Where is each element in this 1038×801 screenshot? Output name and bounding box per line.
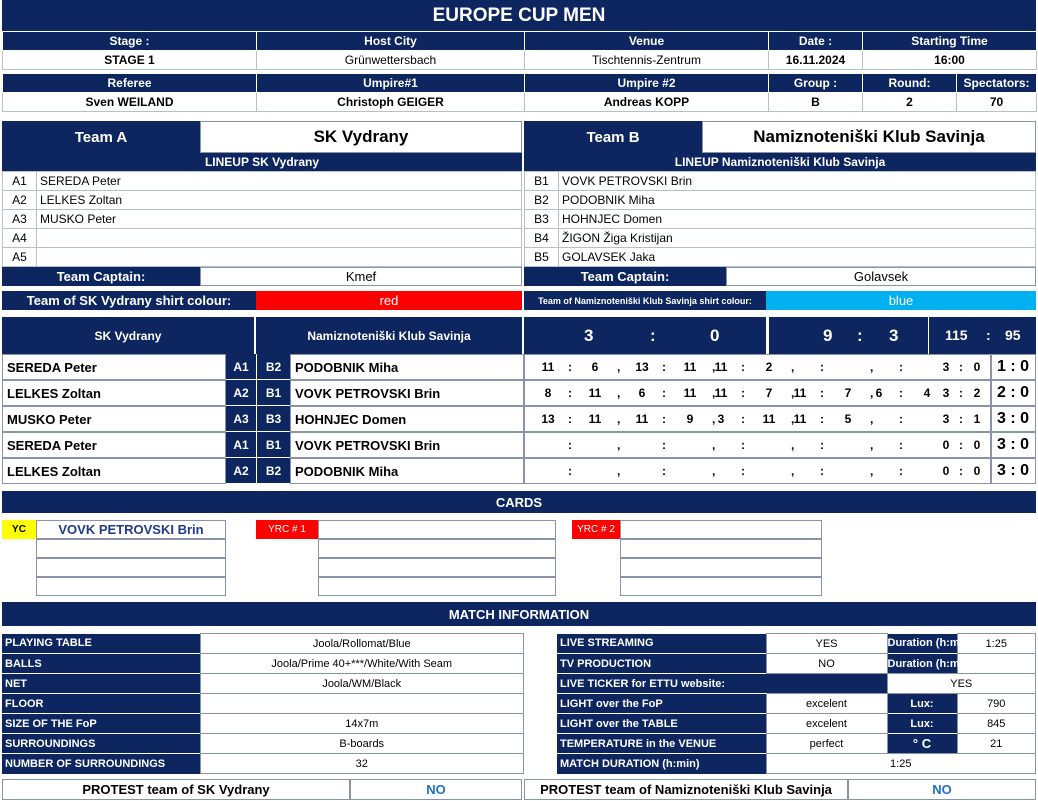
match-pos-b: B3 bbox=[256, 406, 290, 432]
lineup-player: HOHNJEC Domen bbox=[559, 210, 1036, 229]
light-fop-label: LIGHT over the FoP bbox=[557, 694, 766, 714]
set-separator: , bbox=[712, 438, 716, 452]
set-separator: , bbox=[617, 464, 621, 478]
games-sep: : bbox=[959, 438, 963, 452]
match-pos-a: A1 bbox=[226, 432, 256, 458]
info-label: NET bbox=[2, 674, 200, 694]
match-player-a: LELKES Zoltan bbox=[2, 380, 226, 406]
tv-production-value: NO bbox=[766, 654, 887, 674]
set-score-sep: : bbox=[899, 438, 903, 452]
set-score-b: 5 bbox=[844, 412, 852, 426]
set-score-a: 8 bbox=[544, 386, 552, 400]
host-city-label: Host City bbox=[257, 32, 525, 51]
card-entry bbox=[318, 520, 556, 539]
match-player-a: LELKES Zoltan bbox=[2, 458, 226, 484]
yc-label: YC bbox=[2, 520, 36, 539]
set-separator: , bbox=[712, 412, 716, 426]
set-score-b: 4 bbox=[923, 386, 931, 400]
set-separator: , bbox=[712, 360, 716, 374]
games-score-sep: : bbox=[857, 326, 863, 345]
info-label: FLOOR bbox=[2, 694, 200, 714]
match-duration-label: MATCH DURATION (h:min) bbox=[557, 754, 766, 774]
card-entry bbox=[318, 577, 556, 596]
match-score bbox=[524, 317, 766, 354]
set-score-sep: : bbox=[662, 360, 666, 374]
match-player-a: MUSKO Peter bbox=[2, 406, 226, 432]
referee-label: Referee bbox=[3, 74, 257, 93]
spectators-label: Spectators: bbox=[957, 74, 1037, 93]
set-score-a: 11 bbox=[793, 412, 807, 426]
starting-time-label: Starting Time bbox=[863, 32, 1037, 51]
lineup-player: GOLAVSEK Jaka bbox=[559, 248, 1036, 267]
match-player-b: VOVK PETROVSKI Brin bbox=[290, 380, 524, 406]
light-fop-value: excelent bbox=[766, 694, 887, 714]
round-label: Round: bbox=[863, 74, 957, 93]
games-b: 0 bbox=[973, 360, 981, 374]
set-score-sep: : bbox=[899, 464, 903, 478]
set-score-b: 9 bbox=[686, 412, 694, 426]
games-b: 2 bbox=[973, 386, 981, 400]
yrc1-list bbox=[318, 520, 556, 596]
set-score-sep: : bbox=[820, 438, 824, 452]
stage-value: STAGE 1 bbox=[3, 51, 257, 70]
set-scores-cell bbox=[524, 432, 992, 458]
umpire2-label: Umpire #2 bbox=[525, 74, 769, 93]
info-value: 32 bbox=[200, 754, 524, 774]
lineup-pos: B2 bbox=[525, 191, 559, 210]
venue-label: Venue bbox=[525, 32, 769, 51]
info-label: SIZE OF THE FoP bbox=[2, 714, 200, 734]
set-score-sep: : bbox=[568, 412, 572, 426]
equipment-table bbox=[2, 633, 524, 774]
team-b-captain: Golavsek bbox=[726, 267, 1036, 286]
round-value: 2 bbox=[863, 93, 957, 112]
page-title: EUROPE CUP MEN bbox=[2, 0, 1036, 31]
games-sep: : bbox=[959, 412, 963, 426]
officials-table bbox=[2, 73, 1037, 112]
match-player-b: PODOBNIK Miha bbox=[290, 458, 524, 484]
games-sep: : bbox=[959, 360, 963, 374]
umpire1-value: Christoph GEIGER bbox=[257, 93, 525, 112]
yrc2-label: YRC # 2 bbox=[572, 520, 620, 539]
light-table-unit: Lux: bbox=[887, 714, 957, 734]
set-score-sep: : bbox=[568, 464, 572, 478]
info-value bbox=[200, 694, 524, 714]
group-value: B bbox=[769, 93, 863, 112]
streaming-duration-label: Duration (h:min) bbox=[887, 634, 957, 654]
games-sep: : bbox=[959, 464, 963, 478]
light-fop-unit: Lux: bbox=[887, 694, 957, 714]
match-score-a: 3 bbox=[584, 326, 594, 345]
games-a: 3 bbox=[942, 386, 950, 400]
team-a-label: Team A bbox=[2, 121, 200, 153]
set-separator: , bbox=[870, 438, 874, 452]
match-player-b: PODOBNIK Miha bbox=[290, 354, 524, 380]
set-score-a: 11 bbox=[714, 386, 728, 400]
light-table-value: excelent bbox=[766, 714, 887, 734]
yrc1-label: YRC # 1 bbox=[256, 520, 318, 539]
tv-duration-label: Duration (h:min) bbox=[887, 654, 957, 674]
venue-value: Tischtennis-Zentrum bbox=[525, 51, 769, 70]
starting-time-value: 16:00 bbox=[863, 51, 1037, 70]
set-score-b: 6 bbox=[591, 360, 599, 374]
light-table-amount: 845 bbox=[957, 714, 1036, 734]
games-score-b: 3 bbox=[889, 326, 899, 345]
team-a-shirt-colour: red bbox=[256, 291, 522, 310]
set-separator: , bbox=[712, 386, 716, 400]
card-entry bbox=[36, 539, 226, 558]
live-streaming-value: YES bbox=[766, 634, 887, 654]
set-score-b: 11 bbox=[588, 386, 602, 400]
set-score-a: 13 bbox=[635, 360, 649, 374]
set-score-sep: : bbox=[820, 412, 824, 426]
match-total: 2 : 0 bbox=[990, 380, 1036, 406]
team-a-captain-label: Team Captain: bbox=[2, 267, 200, 286]
match-total: 1 : 0 bbox=[990, 354, 1036, 380]
live-ticker-value: YES bbox=[887, 674, 1036, 694]
host-city-value: Grünwettersbach bbox=[257, 51, 525, 70]
set-score-sep: : bbox=[741, 464, 745, 478]
games-a: 3 bbox=[942, 360, 950, 374]
team-a-lineup bbox=[2, 171, 522, 267]
set-score-sep: : bbox=[899, 360, 903, 374]
match-player-a: SEREDA Peter bbox=[2, 432, 226, 458]
match-player-b: HOHNJEC Domen bbox=[290, 406, 524, 432]
match-total: 3 : 0 bbox=[990, 406, 1036, 432]
lineup-player: VOVK PETROVSKI Brin bbox=[559, 172, 1036, 191]
team-b-label: Team B bbox=[524, 121, 702, 153]
set-score-sep: : bbox=[568, 386, 572, 400]
set-score-a: 6 bbox=[638, 386, 646, 400]
match-total: 3 : 0 bbox=[990, 432, 1036, 458]
lineup-player bbox=[37, 248, 522, 267]
info-value: B-boards bbox=[200, 734, 524, 754]
lineup-player: LELKES Zoltan bbox=[37, 191, 522, 210]
set-separator: , bbox=[617, 412, 621, 426]
broadcast-conditions-table bbox=[557, 633, 1036, 774]
set-score-sep: : bbox=[568, 438, 572, 452]
set-separator: , bbox=[617, 438, 621, 452]
info-label: PLAYING TABLE bbox=[2, 634, 200, 654]
card-entry bbox=[36, 577, 226, 596]
group-label: Group : bbox=[769, 74, 863, 93]
lineup-player bbox=[37, 229, 522, 248]
set-separator: , bbox=[791, 412, 795, 426]
set-score-sep: : bbox=[662, 412, 666, 426]
light-fop-amount: 790 bbox=[957, 694, 1036, 714]
info-value: 14x7m bbox=[200, 714, 524, 734]
lineup-pos: B5 bbox=[525, 248, 559, 267]
set-separator: , bbox=[870, 360, 874, 374]
card-entry bbox=[318, 539, 556, 558]
info-value: Joola/Prime 40+***/White/With Seam bbox=[200, 654, 524, 674]
team-b-lineup-title: LINEUP Namiznoteniški Klub Savinja bbox=[524, 153, 1036, 171]
points-score-sep: : bbox=[986, 327, 991, 343]
set-score-b: 11 bbox=[588, 412, 602, 426]
set-score-a: 11 bbox=[793, 386, 807, 400]
match-score-sep: : bbox=[650, 326, 656, 345]
info-value: Joola/WM/Black bbox=[200, 674, 524, 694]
temperature-label: TEMPERATURE in the VENUE bbox=[557, 734, 766, 754]
stage-label: Stage : bbox=[3, 32, 257, 51]
set-score-a: 11 bbox=[541, 360, 555, 374]
set-separator: , bbox=[870, 464, 874, 478]
set-separator: , bbox=[870, 386, 874, 400]
card-entry bbox=[620, 558, 822, 577]
set-score-b: 11 bbox=[762, 412, 776, 426]
card-entry bbox=[36, 558, 226, 577]
event-info-table bbox=[2, 31, 1037, 70]
lineup-pos: B3 bbox=[525, 210, 559, 229]
match-pos-a: A3 bbox=[226, 406, 256, 432]
match-player-b: VOVK PETROVSKI Brin bbox=[290, 432, 524, 458]
info-label: NUMBER OF SURROUNDINGS bbox=[2, 754, 200, 774]
games-a: 0 bbox=[942, 464, 950, 478]
team-a-lineup-title: LINEUP SK Vydrany bbox=[2, 153, 522, 171]
match-pos-b: B2 bbox=[256, 354, 290, 380]
info-label: SURROUNDINGS bbox=[2, 734, 200, 754]
tv-production-label: TV PRODUCTION bbox=[557, 654, 766, 674]
games-sep: : bbox=[959, 386, 963, 400]
games-b: 1 bbox=[973, 412, 981, 426]
set-score-sep: : bbox=[568, 360, 572, 374]
team-a-name: SK Vydrany bbox=[200, 121, 522, 153]
protest-a-value: NO bbox=[350, 779, 522, 800]
match-pos-a: A2 bbox=[226, 458, 256, 484]
team-b-lineup bbox=[524, 171, 1036, 267]
set-score-sep: : bbox=[741, 360, 745, 374]
lineup-pos: A4 bbox=[3, 229, 37, 248]
lineup-pos: A1 bbox=[3, 172, 37, 191]
points-score bbox=[928, 317, 1036, 354]
lineup-player: MUSKO Peter bbox=[37, 210, 522, 229]
results-team-b: Namiznoteniški Klub Savinja bbox=[256, 317, 522, 354]
results-rows bbox=[2, 354, 1036, 484]
light-table-label: LIGHT over the TABLE bbox=[557, 714, 766, 734]
lineup-player: PODOBNIK Miha bbox=[559, 191, 1036, 210]
set-score-b: 11 bbox=[683, 386, 697, 400]
games-score bbox=[768, 317, 928, 354]
team-b-shirt-colour: blue bbox=[766, 291, 1036, 310]
match-total: 3 : 0 bbox=[990, 458, 1036, 484]
lineup-pos: B1 bbox=[525, 172, 559, 191]
set-separator: , bbox=[791, 386, 795, 400]
card-entry bbox=[620, 539, 822, 558]
lineup-pos: A2 bbox=[3, 191, 37, 210]
match-player-a: SEREDA Peter bbox=[2, 354, 226, 380]
set-score-b: 11 bbox=[683, 360, 697, 374]
team-a-shirt-label: Team of SK Vydrany shirt colour: bbox=[2, 291, 256, 310]
lineup-pos: A5 bbox=[3, 248, 37, 267]
lineup-pos: B4 bbox=[525, 229, 559, 248]
points-score-a: 115 bbox=[945, 327, 968, 343]
team-b-shirt-label: Team of Namiznoteniški Klub Savinja shirt colour: bbox=[524, 291, 766, 310]
set-score-b: 7 bbox=[765, 386, 773, 400]
live-ticker-label: LIVE TICKER for ETTU website: bbox=[557, 674, 887, 694]
set-score-sep: : bbox=[741, 386, 745, 400]
set-score-b: 7 bbox=[844, 386, 852, 400]
set-score-sep: : bbox=[662, 464, 666, 478]
set-score-sep: : bbox=[662, 438, 666, 452]
set-separator: , bbox=[791, 438, 795, 452]
team-a-captain: Kmef bbox=[200, 267, 522, 286]
set-score-sep: : bbox=[662, 386, 666, 400]
set-score-sep: : bbox=[741, 412, 745, 426]
card-entry bbox=[620, 577, 822, 596]
info-value: Joola/Rollomat/Blue bbox=[200, 634, 524, 654]
set-score-sep: : bbox=[820, 386, 824, 400]
lineup-pos: A3 bbox=[3, 210, 37, 229]
set-score-sep: : bbox=[820, 464, 824, 478]
set-separator: , bbox=[791, 360, 795, 374]
card-entry bbox=[318, 558, 556, 577]
card-entry: VOVK PETROVSKI Brin bbox=[36, 520, 226, 539]
set-score-a: 13 bbox=[541, 412, 555, 426]
lineup-player: ŽIGON Žiga Kristijan bbox=[559, 229, 1036, 248]
set-score-a: 11 bbox=[714, 360, 728, 374]
yrc2-list bbox=[620, 520, 822, 596]
match-pos-b: B1 bbox=[256, 432, 290, 458]
match-duration-value: 1:25 bbox=[766, 754, 1036, 774]
games-b: 0 bbox=[973, 438, 981, 452]
temperature-unit: ° C bbox=[887, 734, 957, 754]
set-separator: , bbox=[712, 464, 716, 478]
lineup-player: SEREDA Peter bbox=[37, 172, 522, 191]
set-score-sep: : bbox=[741, 438, 745, 452]
set-separator: , bbox=[870, 412, 874, 426]
info-label: BALLS bbox=[2, 654, 200, 674]
set-score-a: 3 bbox=[717, 412, 725, 426]
spectators-value: 70 bbox=[957, 93, 1037, 112]
set-separator: , bbox=[617, 360, 621, 374]
games-b: 0 bbox=[973, 464, 981, 478]
set-separator: , bbox=[791, 464, 795, 478]
referee-value: Sven WEILAND bbox=[3, 93, 257, 112]
results-team-a: SK Vydrany bbox=[2, 317, 254, 354]
games-a: 0 bbox=[942, 438, 950, 452]
date-value: 16.11.2024 bbox=[769, 51, 863, 70]
set-score-sep: : bbox=[899, 412, 903, 426]
umpire1-label: Umpire#1 bbox=[257, 74, 525, 93]
match-pos-b: B2 bbox=[256, 458, 290, 484]
temperature-value: perfect bbox=[766, 734, 887, 754]
match-pos-a: A2 bbox=[226, 380, 256, 406]
points-score-b: 95 bbox=[1005, 327, 1021, 343]
cards-title: CARDS bbox=[2, 491, 1036, 513]
match-pos-b: B1 bbox=[256, 380, 290, 406]
protest-a-label: PROTEST team of SK Vydrany bbox=[2, 779, 350, 800]
protest-b-value: NO bbox=[848, 779, 1036, 800]
card-entry bbox=[620, 520, 822, 539]
streaming-duration-value: 1:25 bbox=[957, 634, 1036, 654]
team-b-captain-label: Team Captain: bbox=[524, 267, 726, 286]
set-score-a: 11 bbox=[635, 412, 649, 426]
yc-list bbox=[36, 520, 226, 596]
umpire2-value: Andreas KOPP bbox=[525, 93, 769, 112]
temperature-amount: 21 bbox=[957, 734, 1036, 754]
set-score-sep: : bbox=[820, 360, 824, 374]
set-score-a: 6 bbox=[875, 386, 883, 400]
set-separator: , bbox=[617, 386, 621, 400]
protest-b-label: PROTEST team of Namiznoteniški Klub Savinja bbox=[524, 779, 848, 800]
set-scores-cell bbox=[524, 458, 992, 484]
games-a: 3 bbox=[942, 412, 950, 426]
set-score-b: 2 bbox=[765, 360, 773, 374]
match-pos-a: A1 bbox=[226, 354, 256, 380]
live-streaming-label: LIVE STREAMING bbox=[557, 634, 766, 654]
date-label: Date : bbox=[769, 32, 863, 51]
team-b-name: Namiznoteniški Klub Savinja bbox=[702, 121, 1036, 153]
match-info-title: MATCH INFORMATION bbox=[2, 602, 1036, 626]
match-score-b: 0 bbox=[710, 326, 720, 345]
games-score-a: 9 bbox=[823, 326, 833, 345]
set-score-sep: : bbox=[899, 386, 903, 400]
